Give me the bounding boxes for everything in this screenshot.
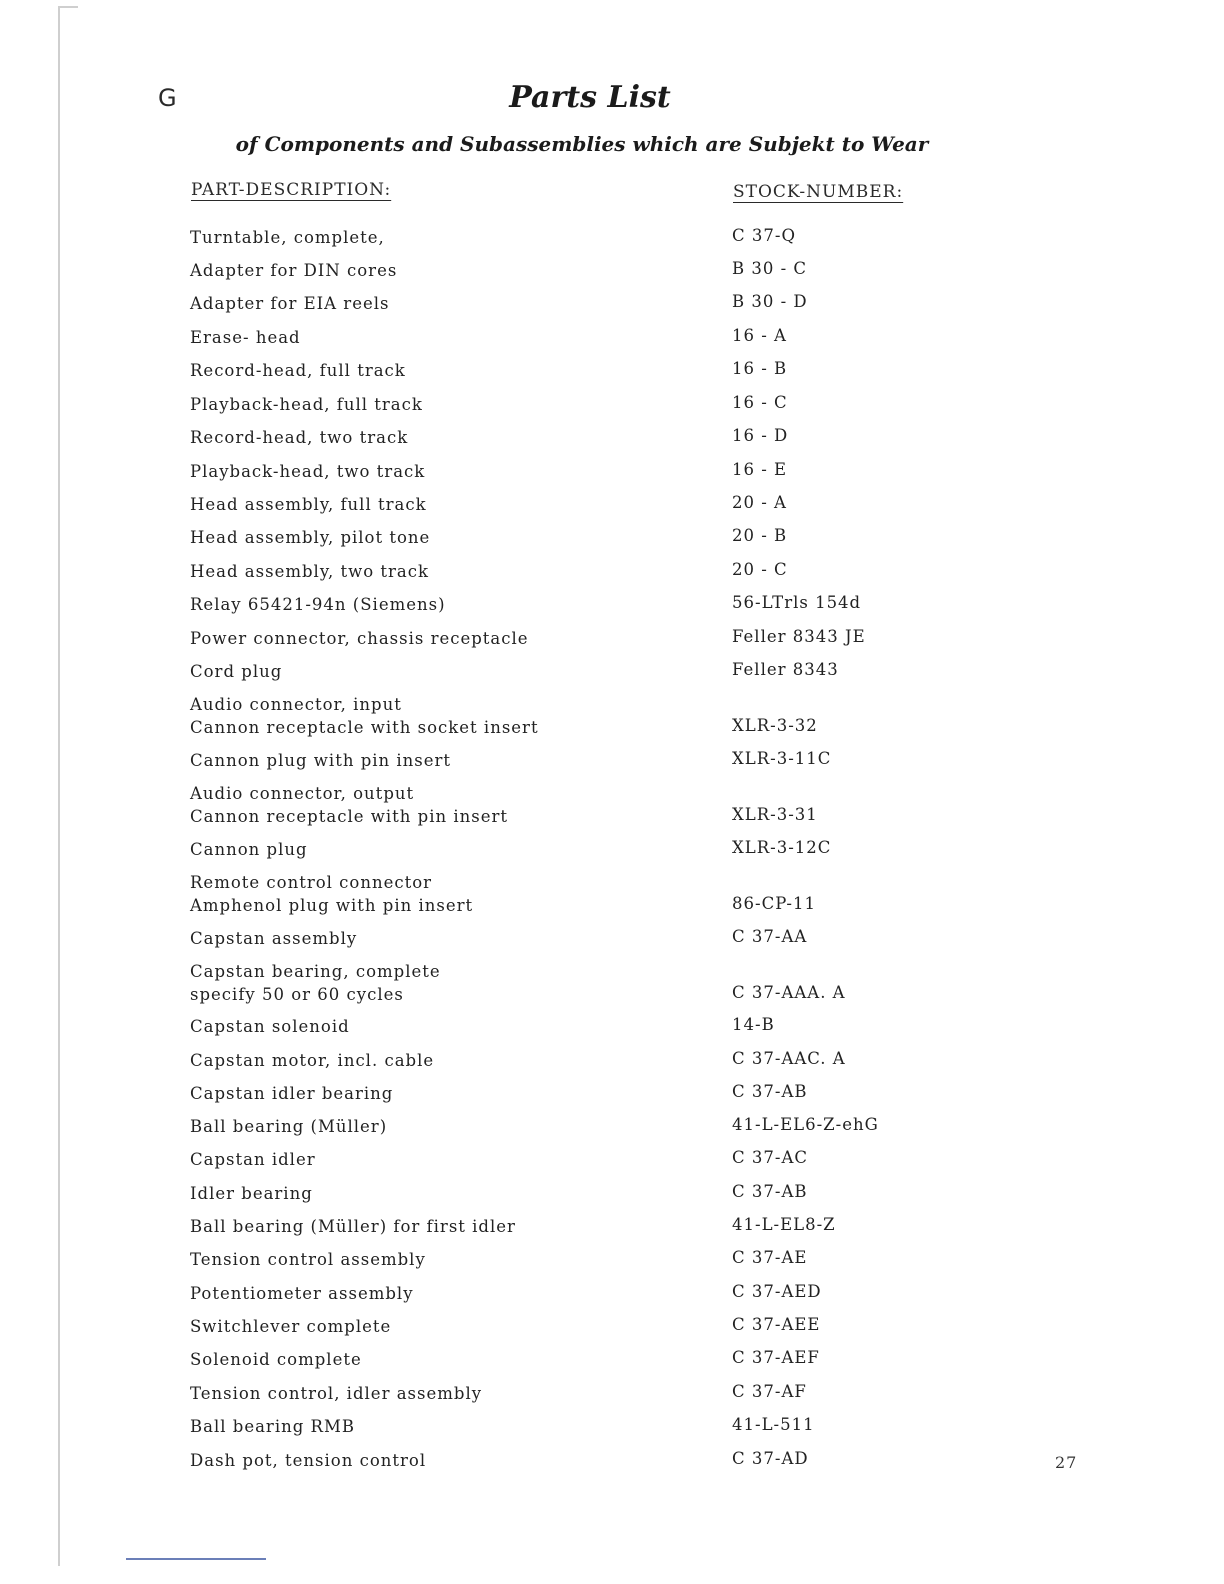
page-subtitle: of Components and Subassemblies which are Subjekt to Wear [235, 132, 929, 156]
part-stock-number: C 37-AE [732, 1248, 808, 1267]
part-description: Head assembly, full track [190, 495, 427, 514]
part-stock-number: Feller 8343 JE [732, 627, 866, 646]
part-stock-number: 16 - B [732, 359, 788, 378]
part-stock-number: 16 - A [732, 326, 787, 345]
part-description: Playback-head, two track [190, 462, 426, 481]
part-description: Cord plug [190, 662, 283, 681]
part-stock-number: 41-L-511 [732, 1415, 815, 1434]
part-description: Solenoid complete [190, 1350, 362, 1369]
part-stock-number: 16 - C [732, 393, 788, 412]
part-stock-number: 20 - A [732, 493, 787, 512]
part-description: Turntable, complete, [190, 228, 385, 247]
part-stock-number: C 37-AAA. A [732, 983, 846, 1002]
part-stock-number: XLR-3-11C [732, 749, 832, 768]
part-stock-number: C 37-AC [732, 1148, 808, 1167]
part-stock-number: XLR-3-12C [732, 838, 832, 857]
part-description: Relay 65421-94n (Siemens) [190, 595, 446, 614]
part-stock-number: XLR-3-31 [732, 805, 818, 824]
part-description: Ball bearing RMB [190, 1417, 355, 1436]
part-description: Capstan bearing, complete specify 50 or 60 cycles [190, 962, 441, 1004]
part-stock-number: C 37-AF [732, 1382, 807, 1401]
part-description: Adapter for EIA reels [190, 294, 390, 313]
part-description: Audio connector, output Cannon receptacle with pin insert [190, 784, 509, 826]
part-description: Power connector, chassis receptacle [190, 629, 529, 648]
part-stock-number: C 37-AED [732, 1282, 822, 1301]
part-stock-number: B 30 - C [732, 259, 808, 278]
part-stock-number: 20 - B [732, 526, 788, 545]
part-stock-number: 16 - E [732, 460, 788, 479]
part-description: Capstan motor, incl. cable [190, 1051, 435, 1070]
part-stock-number: 86-CP-11 [732, 894, 816, 913]
part-description: Ball bearing (Müller) for first idler [190, 1217, 516, 1236]
page-title: Parts List [509, 80, 671, 115]
part-stock-number: C 37-AEE [732, 1315, 821, 1334]
part-description: Adapter for DIN cores [190, 261, 398, 280]
page-number: 27 [1055, 1453, 1078, 1472]
part-description: Tension control, idler assembly [190, 1384, 483, 1403]
bottom-rule [126, 1558, 266, 1560]
part-description: Capstan idler bearing [190, 1084, 394, 1103]
part-description: Erase- head [190, 328, 301, 347]
section-letter: G [158, 84, 177, 112]
part-stock-number: Feller 8343 [732, 660, 839, 679]
part-stock-number: C 37-AB [732, 1082, 808, 1101]
part-stock-number: C 37-AAC. A [732, 1049, 846, 1068]
part-stock-number: 14-B [732, 1015, 775, 1034]
part-stock-number: C 37-Q [732, 226, 796, 245]
part-description: Capstan solenoid [190, 1017, 350, 1036]
part-description: Switchlever complete [190, 1317, 392, 1336]
part-description: Cannon plug with pin insert [190, 751, 452, 770]
part-stock-number: 16 - D [732, 426, 789, 445]
part-description: Ball bearing (Müller) [190, 1117, 388, 1136]
part-stock-number: C 37-AEF [732, 1348, 820, 1367]
part-stock-number: B 30 - D [732, 292, 808, 311]
part-stock-number: C 37-AA [732, 927, 808, 946]
part-stock-number: 20 - C [732, 560, 788, 579]
part-description: Record-head, two track [190, 428, 409, 447]
part-description: Capstan assembly [190, 929, 358, 948]
part-description: Playback-head, full track [190, 395, 423, 414]
part-stock-number: XLR-3-32 [732, 716, 818, 735]
part-stock-number: C 37-AD [732, 1449, 809, 1468]
part-description: Audio connector, input Cannon receptacle with socket insert [190, 695, 539, 737]
part-description: Record-head, full track [190, 361, 406, 380]
part-description: Tension control assembly [190, 1250, 426, 1269]
part-description: Cannon plug [190, 840, 308, 859]
column-header-description: PART-DESCRIPTION: [191, 180, 392, 200]
part-stock-number: 41-L-EL6-Z-ehG [732, 1115, 879, 1134]
part-description: Head assembly, two track [190, 562, 429, 581]
column-header-stock: STOCK-NUMBER: [733, 182, 904, 202]
part-description: Dash pot, tension control [190, 1451, 427, 1470]
part-stock-number: C 37-AB [732, 1182, 808, 1201]
part-description: Remote control connector Amphenol plug with pin insert [190, 873, 474, 915]
part-stock-number: 56-LTrls 154d [732, 593, 862, 612]
part-description: Idler bearing [190, 1184, 313, 1203]
part-description: Potentiometer assembly [190, 1284, 414, 1303]
part-description: Head assembly, pilot tone [190, 528, 431, 547]
part-description: Capstan idler [190, 1150, 316, 1169]
part-stock-number: 41-L-EL8-Z [732, 1215, 836, 1234]
